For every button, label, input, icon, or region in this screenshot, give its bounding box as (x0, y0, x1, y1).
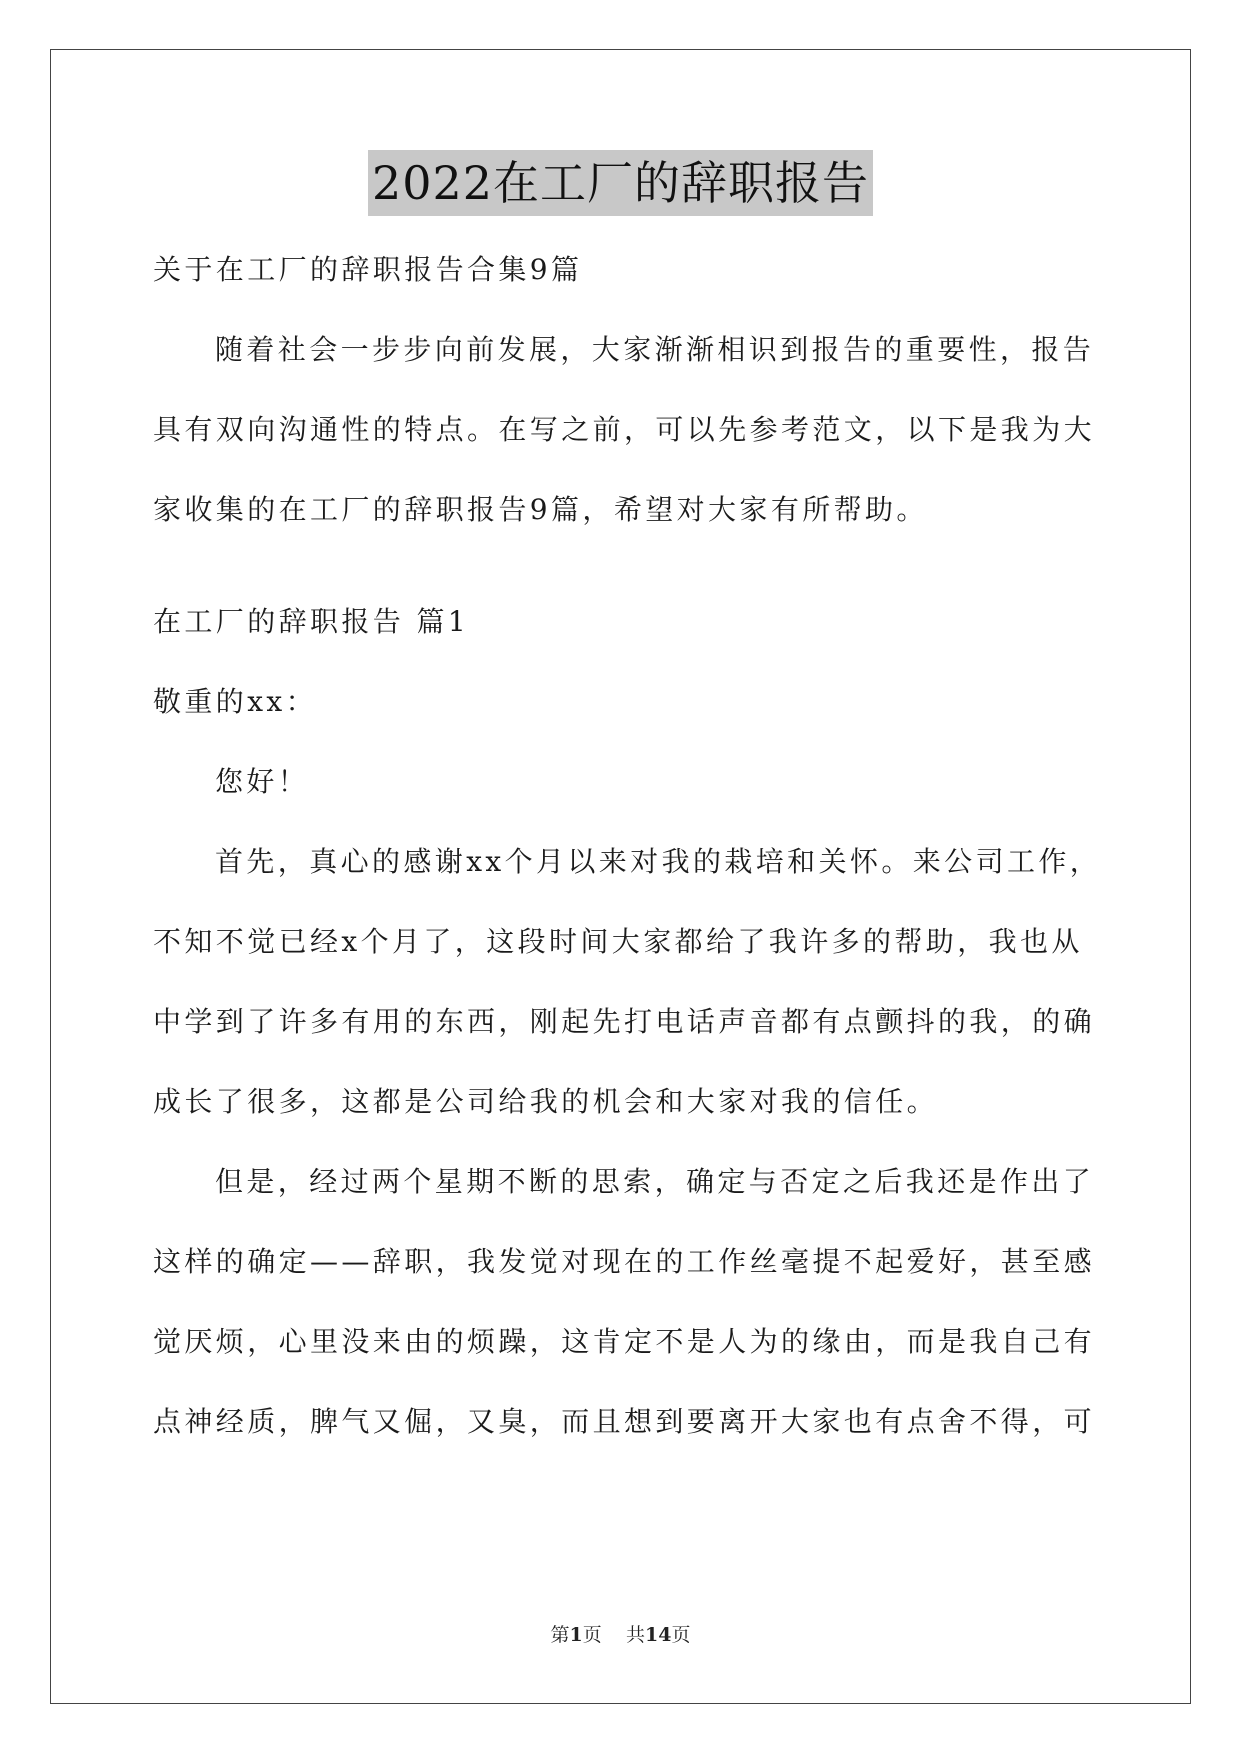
para1-line-3: 中学到了许多有用的东西，刚起先打电话声音都有点颤抖的我，的确 (153, 1005, 1096, 1038)
document-body (153, 230, 1096, 550)
greeting: 您好！ (215, 765, 310, 798)
document-title: 2022在工厂的辞职报告 (368, 150, 873, 216)
intro-line-1: 随着社会一步步向前发展，大家渐渐相识到报告的重要性，报告 (215, 333, 1095, 366)
page-prefix: 第 (550, 1624, 570, 1646)
para2-line-4: 点神经质，脾气又倔，又臭，而且想到要离开大家也有点舍不得，可 (153, 1405, 1096, 1438)
intro-line-2: 具有双向沟通性的特点。在写之前，可以先参考范文，以下是我为大 (153, 413, 1096, 446)
para1-line-2: 不知不觉已经x个月了，这段时间大家都给了我许多的帮助，我也从 (153, 925, 1083, 958)
salutation: 敬重的xx： (153, 685, 317, 718)
title-container (0, 150, 1241, 216)
section-1 (153, 582, 1102, 1462)
total-prefix: 共 (625, 1624, 645, 1646)
section-heading: 在工厂的辞职报告 篇1 (153, 605, 470, 638)
page-footer (0, 1620, 1241, 1647)
para1-line-4: 成长了很多，这都是公司给我的机会和大家对我的信任。 (153, 1085, 939, 1118)
para2-line-1: 但是，经过两个星期不断的思索，确定与否定之后我还是作出了 (215, 1165, 1095, 1198)
para2-line-2: 这样的确定——辞职，我发觉对现在的工作丝毫提不起爱好，甚至感 (153, 1245, 1096, 1278)
total-pages: 14 (644, 1624, 672, 1646)
page-number: 1 (569, 1624, 583, 1646)
page-suffix: 页 (582, 1624, 602, 1646)
total-suffix: 页 (671, 1624, 691, 1646)
subtitle: 关于在工厂的辞职报告合集9篇 (153, 253, 583, 286)
para2-line-3: 觉厌烦，心里没来由的烦躁，这肯定不是人为的缘由，而是我自己有 (153, 1325, 1096, 1358)
intro-line-3: 家收集的在工厂的辞职报告9篇，希望对大家有所帮助。 (153, 493, 928, 526)
para1-line-1: 首先，真心的感谢xx个月以来对我的栽培和关怀。来公司工作， (215, 845, 1102, 878)
